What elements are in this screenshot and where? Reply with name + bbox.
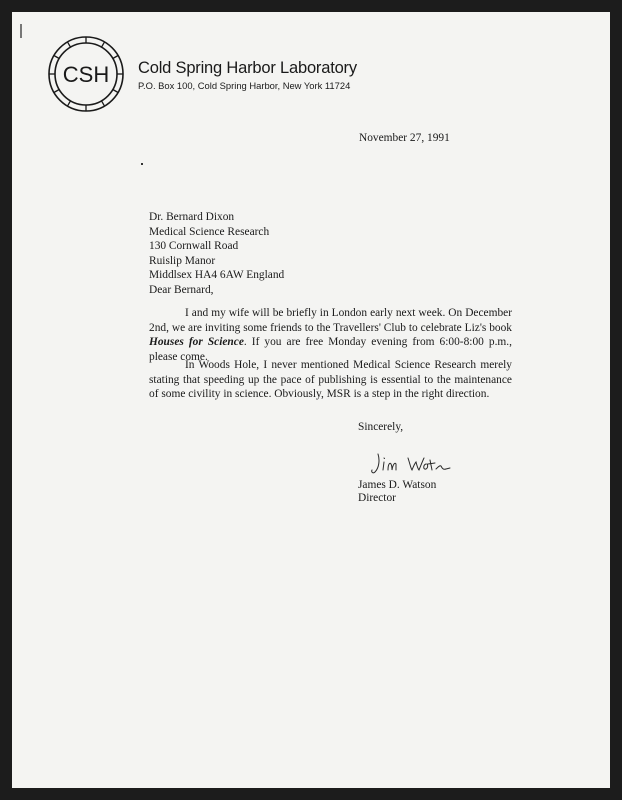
signer-name: James D. Watson [358, 479, 437, 491]
letter-date: November 27, 1991 [359, 132, 450, 144]
recipient-address [149, 210, 284, 283]
organization-address: P.O. Box 100, Cold Spring Harbor, New York 11724 [138, 80, 351, 91]
csh-logo [44, 32, 128, 116]
handwritten-signature [370, 448, 454, 478]
scan-mark [20, 24, 22, 38]
body-paragraph-2 [149, 358, 512, 402]
book-title: Houses for Science [149, 336, 244, 348]
paragraph-text: . If you are free Monday evening from 6:00-8:00 p.m., please come. [149, 336, 512, 363]
recipient-line: Dr. Bernard Dixon [149, 211, 235, 223]
paragraph-text: In Woods Hole, I never mentioned Medical Science Research merely stating that speeding up the pace of publishing is essential to the maintenance of some civility in science. Obviously, MSR is a step in the right direction. [149, 359, 512, 400]
body-paragraph-1 [149, 306, 512, 364]
recipient-line: Ruislip Manor [149, 254, 216, 267]
stray-dot [141, 163, 143, 165]
salutation: Dear Bernard, [149, 284, 214, 296]
closing: Sincerely, [358, 421, 404, 433]
recipient-line: Middlsex HA4 6AW England [149, 269, 285, 281]
recipient-line: 130 Cornwall Road [149, 240, 239, 252]
signer-title: Director [358, 492, 396, 504]
logo-monogram: CSH [62, 62, 110, 87]
paragraph-text: I and my wife will be briefly in London early next week. On December 2nd, we are inviting some friends to the Travellers' Club to celebrate Liz's book [149, 307, 512, 334]
organization-name: Cold Spring Harbor Laboratory [138, 59, 357, 77]
recipient-line: Medical Science Research [149, 225, 270, 238]
